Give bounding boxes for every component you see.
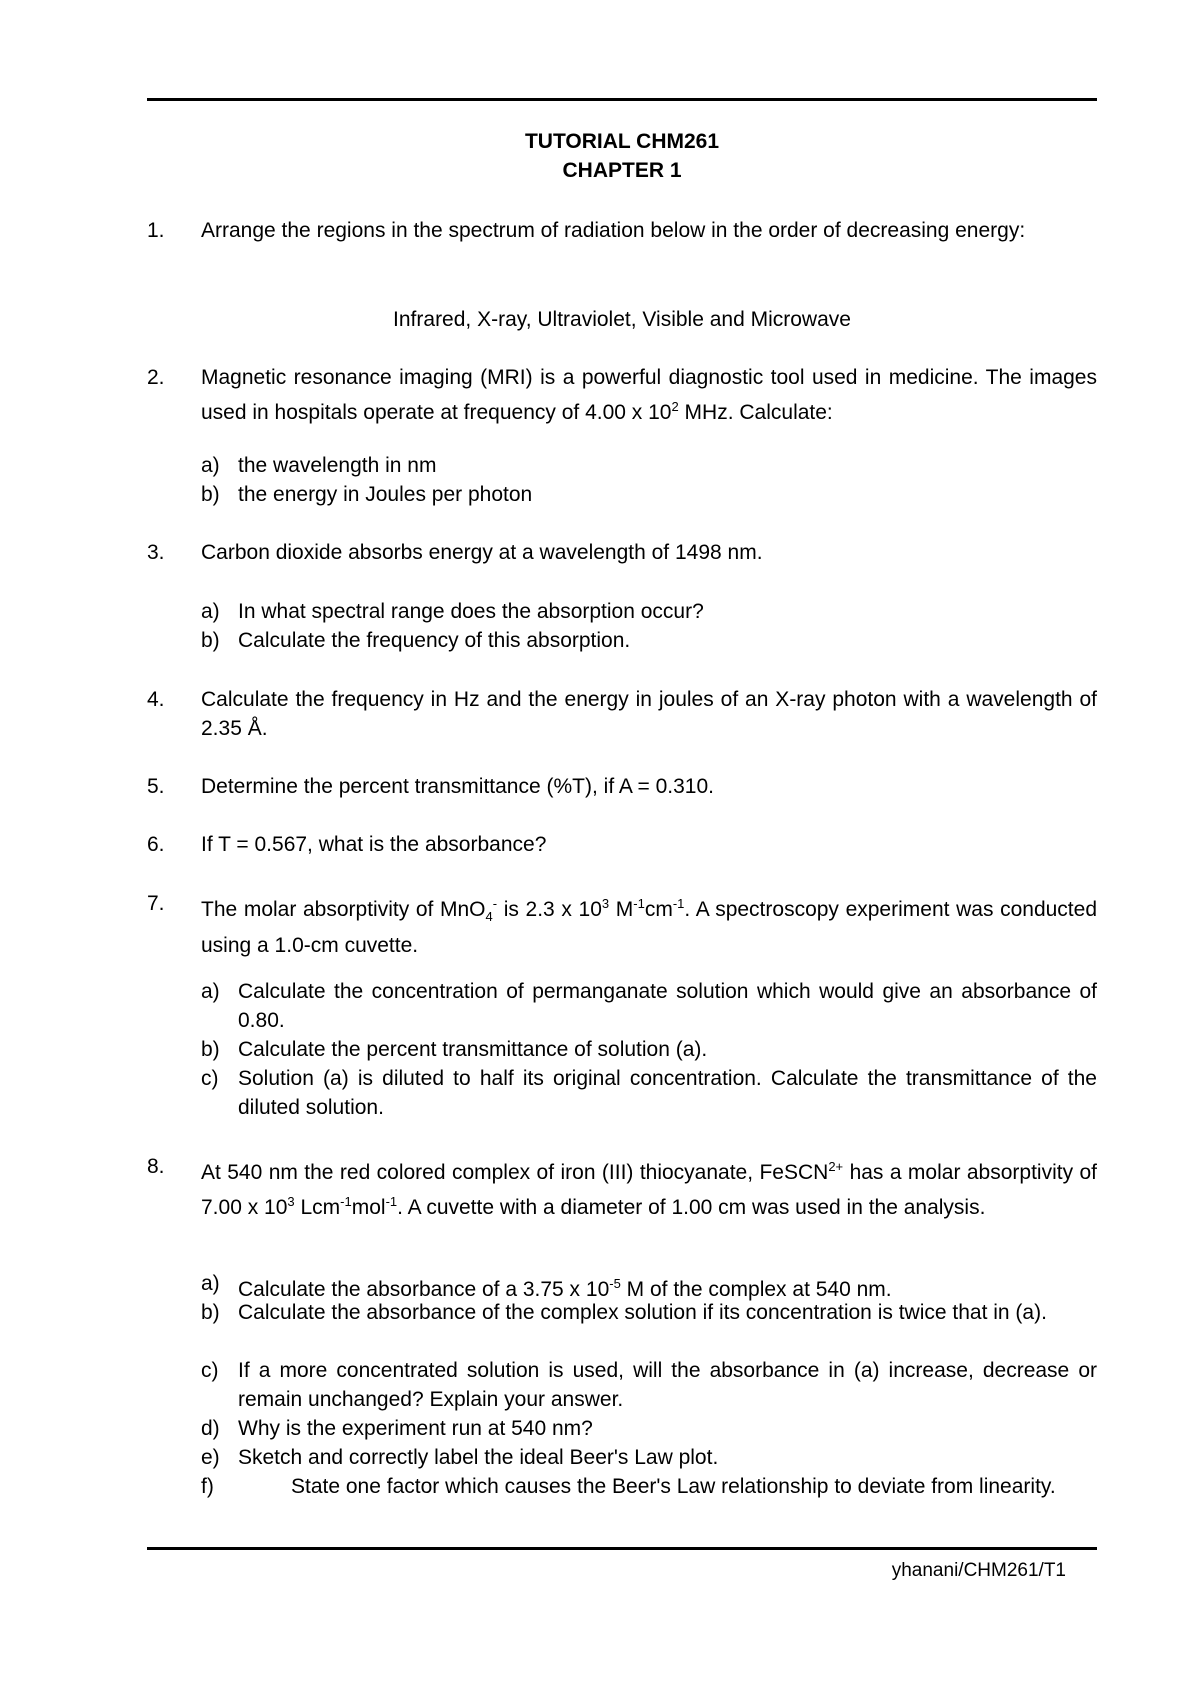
question-number: 4. xyxy=(147,688,165,711)
document-title: TUTORIAL CHM261 xyxy=(524,130,720,153)
subquestion-text: If a more concentrated solution is used, will the absorbance in (a) increase, decrease or remain unchanged? Explain your answer. xyxy=(238,1359,1097,1411)
subquestion-label: a) xyxy=(201,980,220,1003)
bottom-rule xyxy=(147,1547,1097,1550)
question-number: 6. xyxy=(147,833,165,856)
region-list: Infrared, X-ray, Ultraviolet, Visible and Microwave xyxy=(393,308,851,331)
chapter-title: CHAPTER 1 xyxy=(562,159,682,182)
subquestion-label: c) xyxy=(201,1359,219,1382)
question-text: Arrange the regions in the spectrum of radiation below in the order of decreasing energy: xyxy=(201,219,1026,242)
question-number: 5. xyxy=(147,775,165,798)
question-number: 7. xyxy=(147,892,165,915)
subquestion-text: In what spectral range does the absorption occur? xyxy=(238,600,704,623)
top-rule xyxy=(147,98,1097,101)
subquestion-label: a) xyxy=(201,600,220,623)
question-text: At 540 nm the red colored complex of iron (III) thiocyanate, FeSCN$^{2+}$ has a molar absorptivity of 7.00 x $10^3$ Lcm$^{-1}$mol$^{-1}$. A cuvette with a diameter of 1.00 cm was used in the analysis. xyxy=(201,1159,1097,1219)
question-text: Magnetic resonance imaging (MRI) is a powerful diagnostic tool used in medicine. The images used in hospitals operate at frequency of 4.00 x $10^2$ MHz. Calculate: xyxy=(201,366,1097,424)
subquestion-text: Calculate the frequency of this absorption. xyxy=(238,629,631,652)
subquestion-label: b) xyxy=(201,483,220,506)
question-number: 8. xyxy=(147,1155,165,1178)
subquestion-text: Why is the experiment run at 540 nm? xyxy=(238,1417,593,1440)
subquestion-text: the energy in Joules per photon xyxy=(238,483,533,506)
question-text: Calculate the frequency in Hz and the energy in joules of an X-ray photon with a wavelength of 2.35 Å. xyxy=(201,688,1097,740)
subquestion-label: f) xyxy=(201,1475,214,1498)
subquestion-text: State one factor which causes the Beer's Law relationship to deviate from linearity. xyxy=(291,1475,1056,1498)
question-text: If T = 0.567, what is the absorbance? xyxy=(201,833,547,856)
subquestion-text: Sketch and correctly label the ideal Beer's Law plot. xyxy=(238,1446,719,1469)
subquestion-label: a) xyxy=(201,454,220,477)
subquestion-label: b) xyxy=(201,1301,220,1324)
subquestion-label: c) xyxy=(201,1067,219,1090)
subquestion-text: Calculate the absorbance of a 3.75 x $10^{-5}$ M of the complex at 540 nm. xyxy=(238,1276,892,1301)
subquestion-label: d) xyxy=(201,1417,220,1440)
subquestion-label: e) xyxy=(201,1446,220,1469)
question-text: The molar absorptivity of MnO$_4$- is 2.3 x $10^3$ $M^{-1}cm^{-1}$. A spectroscopy experiment was conducted using a 1.0-cm cuvette. xyxy=(201,896,1097,958)
subquestion-text: the wavelength in nm xyxy=(238,454,437,477)
subquestion-text: Calculate the percent transmittance of solution (a). xyxy=(238,1038,708,1061)
question-text: Determine the percent transmittance (%T), if A = 0.310. xyxy=(201,775,714,798)
question-number: 2. xyxy=(147,366,165,389)
subquestion-text: Calculate the absorbance of the complex solution if its concentration is twice that in (a). xyxy=(238,1301,1047,1324)
subquestion-text: Calculate the concentration of permanganate solution which would give an absorbance of 0.80. xyxy=(238,980,1097,1032)
question-text: Carbon dioxide absorbs energy at a wavelength of 1498 nm. xyxy=(201,541,763,564)
subquestion-label: b) xyxy=(201,629,220,652)
subquestion-label: b) xyxy=(201,1038,220,1061)
question-number: 3. xyxy=(147,541,165,564)
footer-code: yhanani/CHM261/T1 xyxy=(891,1560,1066,1581)
subquestion-text: Solution (a) is diluted to half its original concentration. Calculate the transmittance of the diluted solution. xyxy=(238,1067,1097,1119)
question-number: 1. xyxy=(147,219,165,242)
subquestion-label: a) xyxy=(201,1272,220,1295)
